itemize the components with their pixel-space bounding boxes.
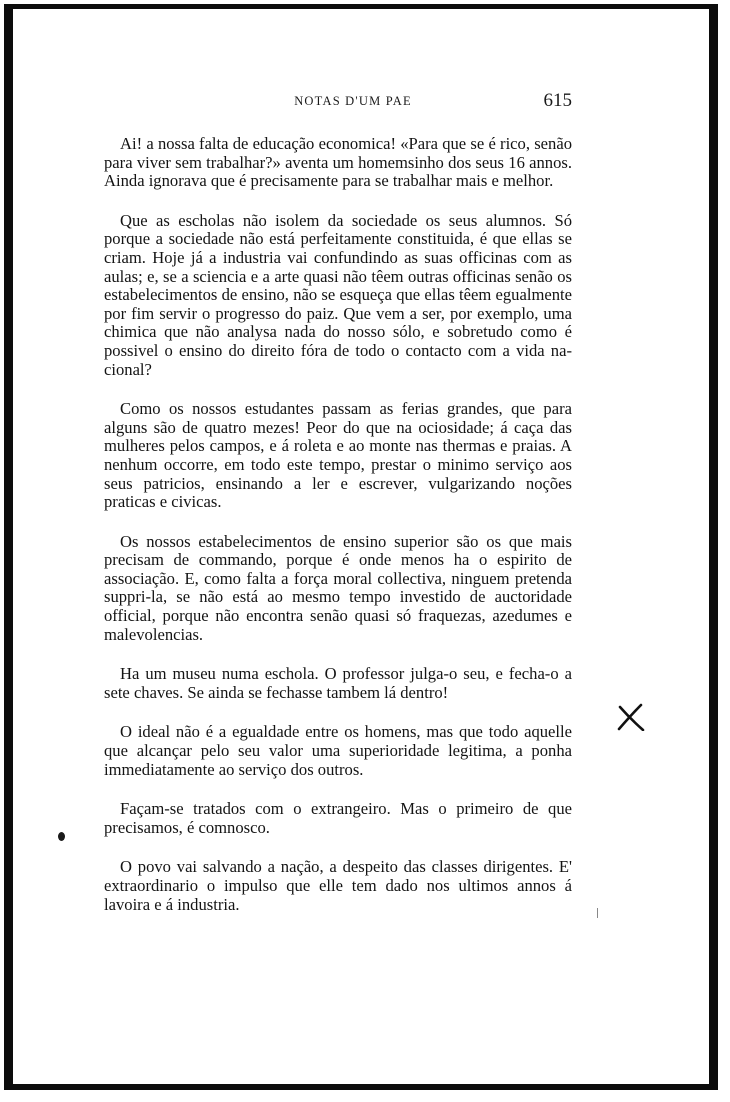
paragraph-4: Os nossos estabelecimentos de ensino superior são os que mais precisam de commando, porque é onde menos ha o espirito de associação. E, como falta a força moral collectiva, ninguem pretenda suppri-la, se não está ao mesmo tempo investido de auctoridade official, porque não encontra senão quasi só fraquezas, azedumes e malevolencias.: [104, 531, 572, 644]
paragraph-2: Que as escholas não isolem da sociedade os seus alumnos. Só porque a sociedade não está perfeitamente constituida, é que ellas se criam. Hoje já a industria vai confundindo as suas officinas com as aulas; e, se a sciencia e a arte quasi não têem outras officinas senão os estabelecimentos de ensino, não se esqueça que ellas têem egualmente por fim servir o progresso do paiz. Que vem a ser, por exemplo, uma chimica que não analysa nada do nosso sólo, e sobretudo como é possivel o ensino do direito fóra de todo o contacto com a vida nacional?: [104, 210, 572, 379]
body-text: [104, 135, 572, 935]
paragraph-1: Ai! a nossa falta de educação economica! «Para que se é rico, senão para viver sem trabalhar?» aventa um homemsinho dos seus 16 annos. Ainda ignorava que é precisamente para se trabalhar mais e melhor.: [104, 134, 572, 191]
margin-tick-mark: [597, 908, 598, 918]
paragraph-6: O ideal não é a egualdade entre os homens, mas que todo aquelle que alcançar pelo seu valor uma superioridade legitima, a ponha immediatamente ao serviço dos outros.: [104, 722, 572, 779]
running-title: NOTAS D'UM PAE: [294, 94, 412, 108]
paragraph-5: Ha um museu numa eschola. O professor julga-o seu, e fecha-o a sete chaves. Se ainda se fechasse tambem lá dentro!: [104, 664, 572, 702]
paragraph-8: O povo vai salvando a nação, a despeito das classes dirigentes. E' extraordinario o impulso que elle tem dado nos ultimos annos á lavoira e á industria.: [104, 857, 572, 914]
margin-dot-mark: [58, 832, 65, 841]
handwritten-x-icon: [617, 703, 645, 731]
paragraph-7: Façam-se tratados com o extrangeiro. Mas o primeiro de que precisamos, é comnosco.: [104, 799, 572, 837]
page-number: 615: [543, 90, 572, 111]
paragraph-3: Como os nossos estudantes passam as ferias grandes, que para alguns são de quatro mezes! Peor do que na ociosidade; á caça das mulheres pelos campos, e á roleta e ao monte nas thermas e praias. A nenhum occorre, em todo este tempo, prestar o minimo serviço aos seus patricios, ensinando a ler e escrever, vulgarizando noções praticas e civicas.: [104, 399, 572, 512]
page-header: [104, 92, 572, 114]
